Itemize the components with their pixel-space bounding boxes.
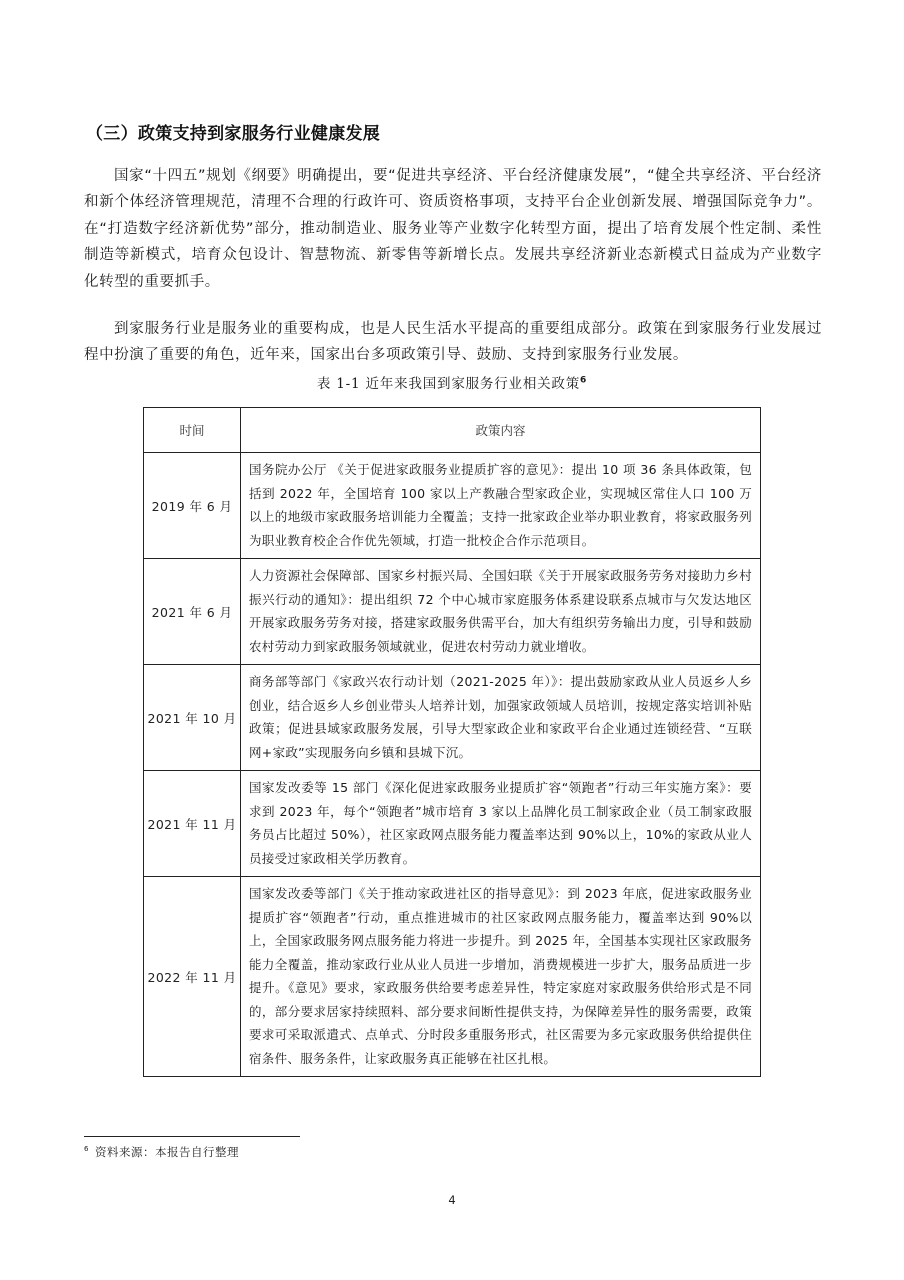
footnote-text: 资料来源：本报告自行整理	[94, 1145, 239, 1159]
table-row	[144, 771, 761, 877]
section-heading: （三）政策支持到家服务行业健康发展	[86, 124, 381, 144]
row-time: 2022 年 11 月	[144, 877, 241, 1077]
row-content: 国家发改委等部门《关于推动家政进社区的指导意见》：到 2023 年底，促进家政服务业提质扩容“领跑者”行动，重点推进城市的社区家政网点服务能力，覆盖率达到 90%以上，全国家政服务网点服务能力将进一步提升。到 2025 年，全国基本实现社区家政服务能力全覆盖，推动家政行业从业人员进一步增加，消费规模进一步扩大，服务品质进一步提升。《意见》要求，家政服务供给要考虑差异性，特定家庭对家政服务供给形式是不同的，部分要求居家持续照料、部分要求间断性提供支持，为保障差异性的服务需要，政策要求可采取派遣式、点单式、分时段多重服务形式，社区需要为多元家政服务供给提供住宿条件、服务条件，让家政服务真正能够在社区扎根。	[241, 877, 761, 1077]
body-paragraph-1: 国家“十四五”规划《纲要》明确提出，要“促进共享经济、平台经济健康发展”，“健全共享经济、平台经济和新个体经济管理规范，清理不合理的行政许可、资质资格事项，支持平台企业创新发展、增强国际竞争力”。在“打造数字经济新优势”部分，推动制造业、服务业等产业数字化转型方面，提出了培育发展个性定制、柔性制造等新模式，培育众包设计、智慧物流、新零售等新增长点。发展共享经济新业态新模式日益成为产业数字化转型的重要抓手。	[84, 167, 822, 290]
footnote-marker: 6	[84, 1145, 89, 1154]
table-row	[144, 877, 761, 1077]
table-caption-text: 表 1-1 近年来我国到家服务行业相关政策	[316, 376, 581, 392]
table-row	[144, 453, 761, 559]
header-time: 时间	[144, 408, 241, 453]
row-content: 国家发改委等 15 部门《深化促进家政服务业提质扩容“领跑者”行动三年实施方案》：要求到 2023 年，每个“领跑者”城市培育 3 家以上品牌化员工制家政企业（员工制家政服务员占比超过 50%），社区家政网点服务能力覆盖率达到 90%以上，10%的家政从业人员接受过家政相关学历教育。	[241, 771, 761, 877]
row-time: 2019 年 6 月	[144, 453, 241, 559]
footnote-divider	[84, 1136, 300, 1137]
row-content: 人力资源社会保障部、国家乡村振兴局、全国妇联《关于开展家政服务劳务对接助力乡村振兴行动的通知》：提出组织 72 个中心城市家庭服务体系建设联系点城市与欠发达地区开展家政服务劳务对接，搭建家政服务供需平台，加大有组织劳务输出力度，引导和鼓励农村劳动力到家政服务领域就业，促进农村劳动力就业增收。	[241, 559, 761, 665]
table-header-row	[144, 408, 761, 453]
row-content: 国务院办公厅 《关于促进家政服务业提质扩容的意见》：提出 10 项 36 条具体政策，包括到 2022 年，全国培育 100 家以上产教融合型家政企业，实现城区常住人口 100 万以上的地级市家政服务培训能力全覆盖；支持一批家政企业举办职业教育，将家政服务列为职业教育校企合作优先领域，打造一批校企合作示范项目。	[241, 453, 761, 559]
body-paragraph-2: 到家服务行业是服务业的重要构成，也是人民生活水平提高的重要组成部分。政策在到家服务行业发展过程中扮演了重要的角色，近年来，国家出台多项政策引导、鼓励、支持到家服务行业发展。	[84, 320, 822, 363]
policy-table	[143, 407, 761, 1077]
header-content: 政策内容	[241, 408, 761, 453]
table-row	[144, 559, 761, 665]
row-time: 2021 年 11 月	[144, 771, 241, 877]
row-time: 2021 年 10 月	[144, 665, 241, 771]
page-number: 4	[448, 1193, 456, 1207]
footnote-reference: 6	[580, 375, 588, 386]
footnote	[84, 1144, 239, 1160]
row-time: 2021 年 6 月	[144, 559, 241, 665]
table-row	[144, 665, 761, 771]
row-content: 商务部等部门《家政兴农行动计划（2021-2025 年）》：提出鼓励家政从业人员返乡人乡创业，结合返乡人乡创业带头人培养计划，加强家政领域人员培训，按规定落实培训补贴政策；促进县域家政服务发展，引导大型家政企业和家政平台企业通过连锁经营、“互联网+家政”实现服务向乡镇和县城下沉。	[241, 665, 761, 771]
table-caption	[0, 372, 904, 392]
